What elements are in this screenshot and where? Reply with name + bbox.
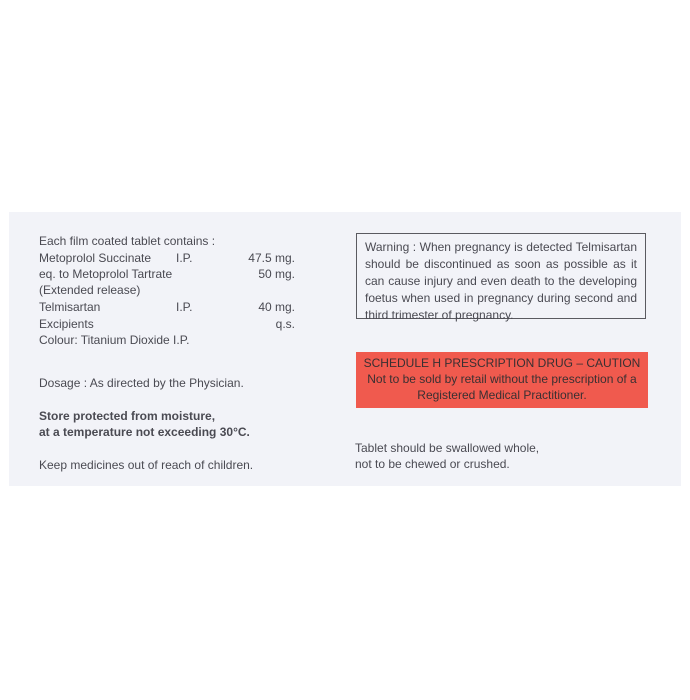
warning-text: Warning : When pregnancy is detected Telmisartan should be discontinued as soon as possible as it can cause injury and even death to the developing foetus when used in pregnancy during second and third trimester of pregnancy. — [365, 240, 637, 322]
schedule-h-caution-box — [356, 352, 648, 408]
label-panel — [9, 212, 681, 486]
ingredient-amount: 50 mg. — [258, 267, 295, 281]
storage-line-2: at a temperature not exceeding 30°C. — [39, 425, 250, 439]
dosage-text: Dosage : As directed by the Physician. — [39, 376, 244, 390]
keep-away-text: Keep medicines out of reach of children. — [39, 458, 254, 472]
ingredient-amount: q.s. — [275, 317, 295, 331]
ingredient-name: (Extended release) — [39, 283, 141, 297]
swallow-line-2: not to be chewed or crushed. — [355, 457, 510, 471]
ingredient-amount: 47.5 mg. — [248, 251, 295, 265]
composition-header: Each film coated tablet contains : — [39, 234, 216, 248]
ingredient-standard: I.P. — [176, 251, 193, 265]
swallow-line-1: Tablet should be swallowed whole, — [355, 441, 540, 455]
caution-line-1: SCHEDULE H PRESCRIPTION DRUG – CAUTION — [363, 356, 641, 370]
warning-box — [356, 233, 646, 322]
ingredient-standard: I.P. — [176, 300, 193, 314]
storage-line-1: Store protected from moisture, — [39, 409, 216, 423]
ingredient-name: Excipients — [39, 317, 94, 331]
ingredient-name: eq. to Metoprolol Tartrate — [39, 267, 173, 281]
ingredient-name: Metoprolol Succinate — [39, 251, 152, 265]
ingredient-amount: 40 mg. — [258, 300, 295, 314]
caution-line-3: Registered Medical Practitioner. — [417, 388, 587, 402]
ingredient-name: Telmisartan — [39, 300, 101, 314]
caution-line-2: Not to be sold by retail without the prescription of a — [367, 372, 637, 386]
colour-line: Colour: Titanium Dioxide I.P. — [39, 333, 190, 347]
